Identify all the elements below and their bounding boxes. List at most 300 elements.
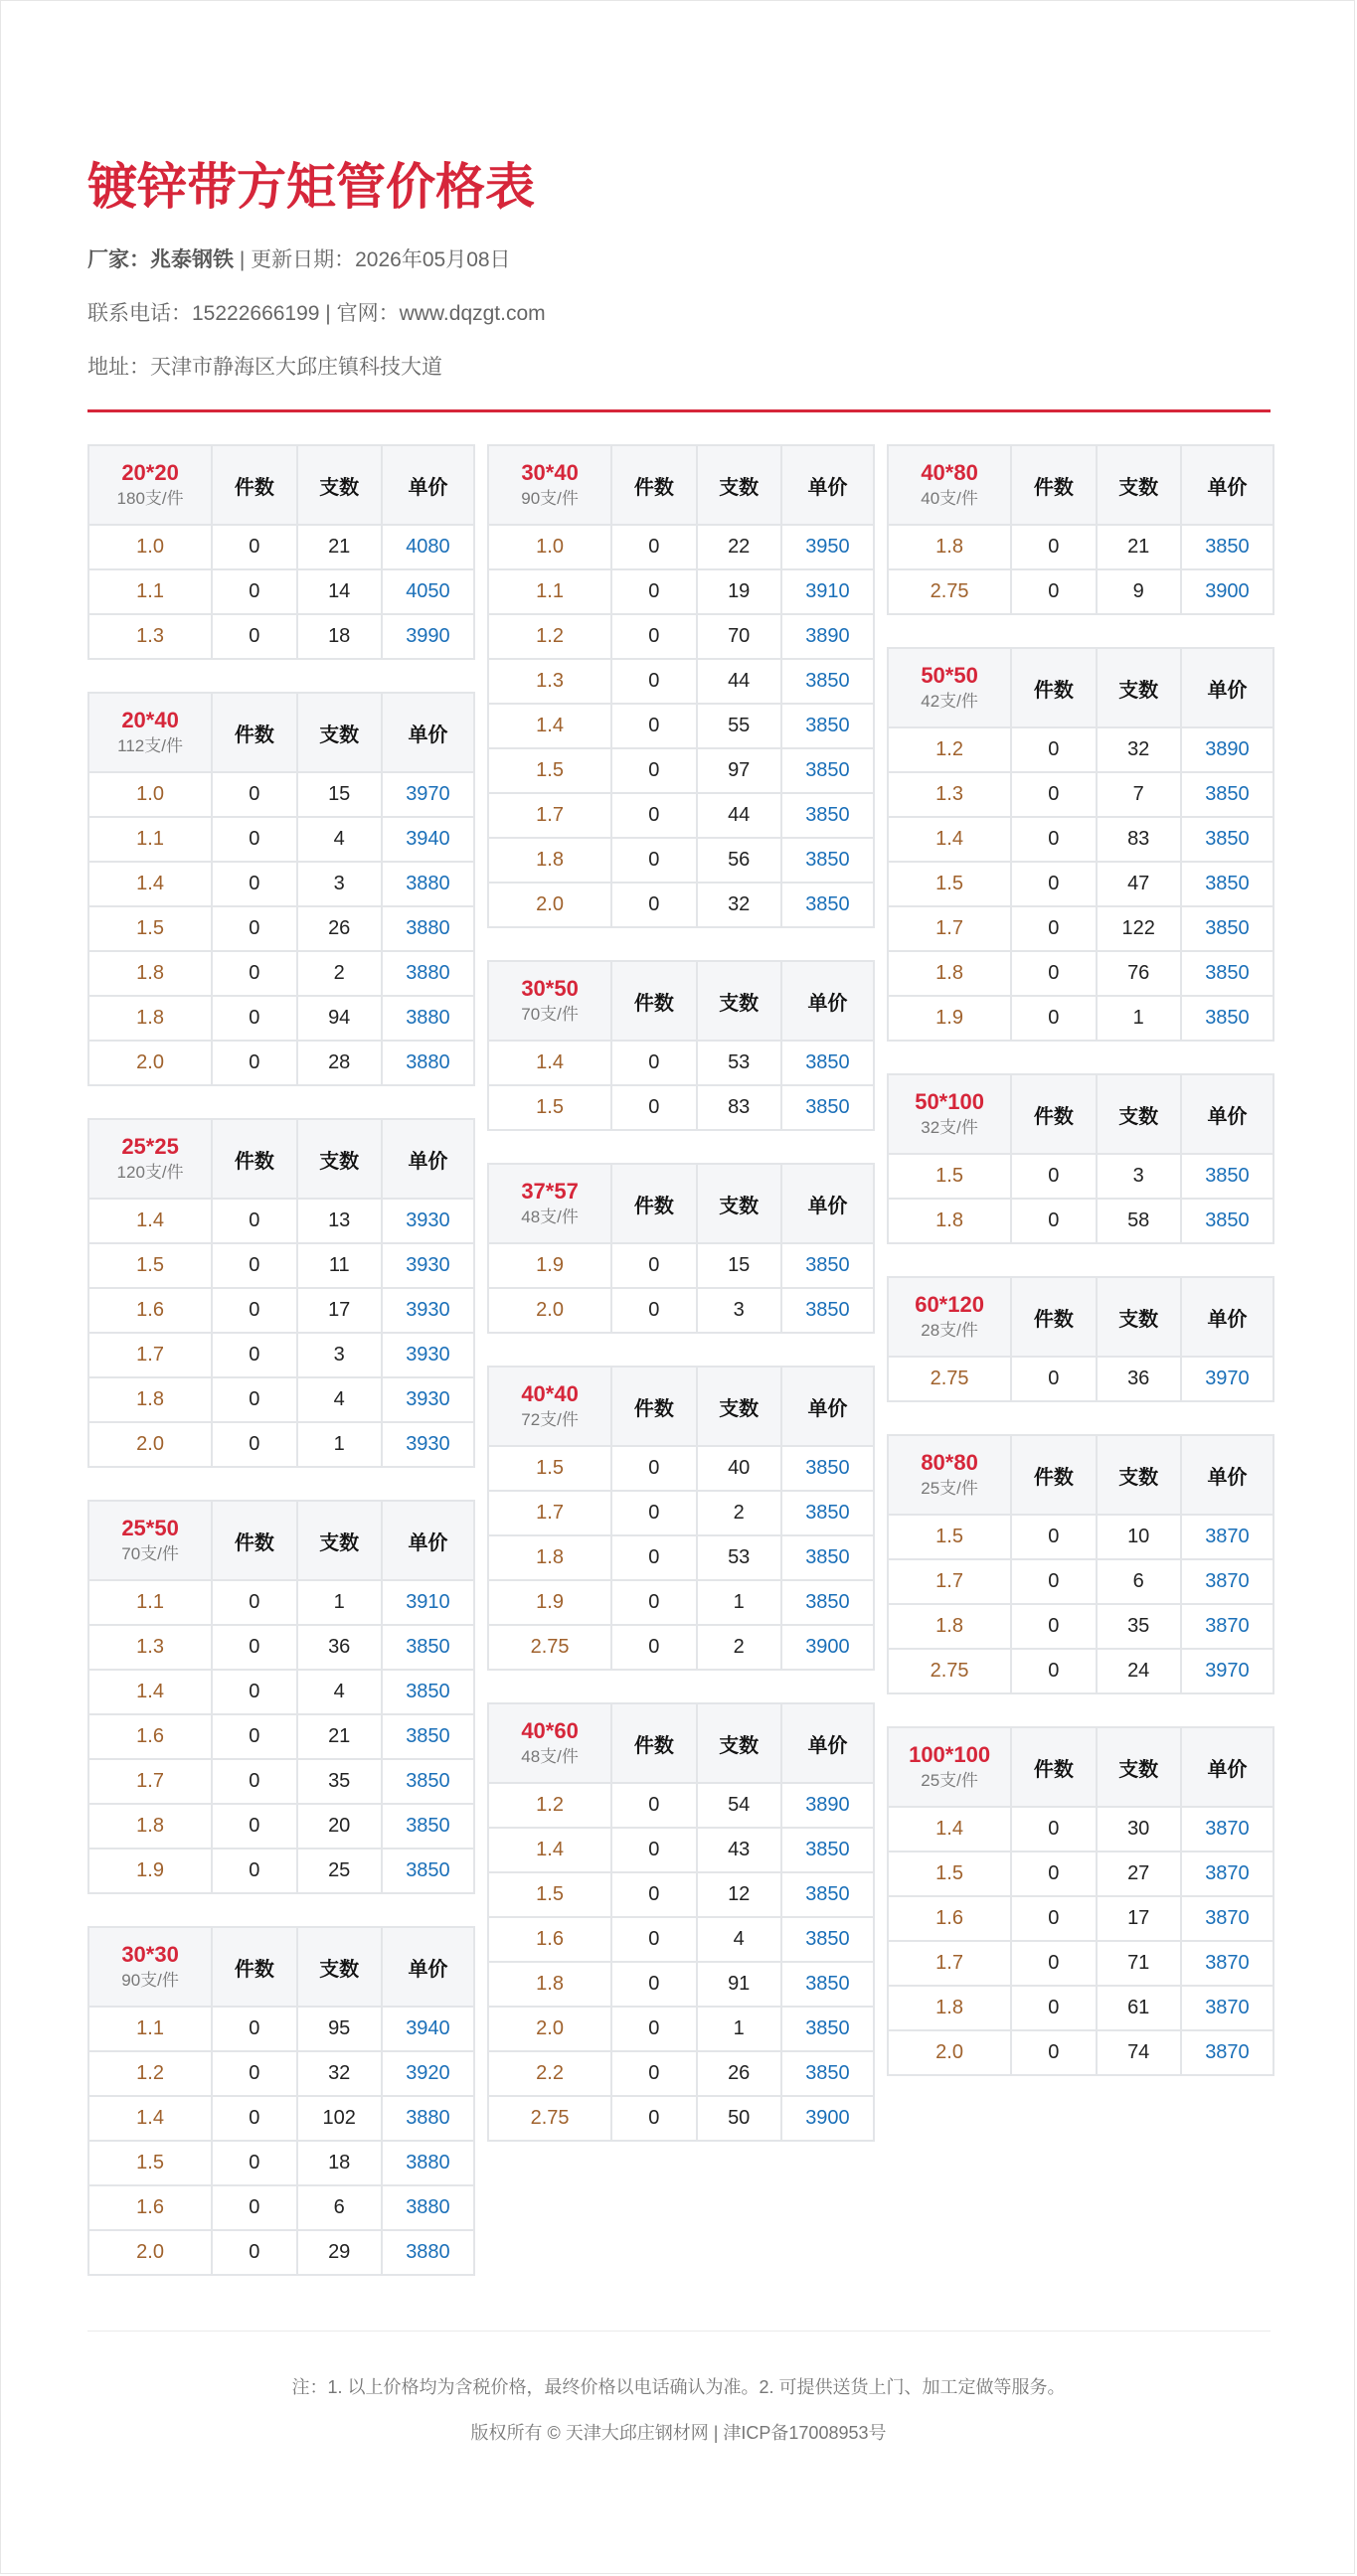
thickness-cell: 1.1 xyxy=(88,569,212,614)
size-header xyxy=(88,693,212,772)
price-cell: 3850 xyxy=(781,838,874,883)
table-row xyxy=(88,817,474,862)
price-column-2 xyxy=(487,444,875,2174)
thickness-cell: 1.8 xyxy=(888,525,1011,569)
count-cell: 19 xyxy=(697,569,781,614)
pieces-cell: 0 xyxy=(212,772,296,817)
pieces-cell: 0 xyxy=(1011,1649,1096,1693)
pieces-cell: 0 xyxy=(611,525,696,569)
count-cell: 1 xyxy=(1097,996,1181,1041)
table-row xyxy=(88,2141,474,2185)
per-bundle-label: 48支/件 xyxy=(521,1208,579,1226)
per-bundle-label: 40支/件 xyxy=(921,489,978,508)
count-cell: 18 xyxy=(297,2141,382,2185)
size-header xyxy=(888,1074,1011,1154)
size-header xyxy=(88,445,212,525)
pieces-cell: 0 xyxy=(212,2230,296,2275)
count-cell: 1 xyxy=(697,2007,781,2051)
count-header: 支数 xyxy=(1097,1727,1181,1807)
pieces-header: 件数 xyxy=(212,445,296,525)
table-row xyxy=(888,996,1273,1041)
thickness-cell: 1.8 xyxy=(488,838,611,883)
price-header: 单价 xyxy=(382,693,474,772)
count-cell: 27 xyxy=(1097,1852,1181,1896)
size-header xyxy=(488,1367,611,1446)
pieces-cell: 0 xyxy=(212,1670,296,1714)
price-cell: 3850 xyxy=(781,1535,874,1580)
thickness-cell: 1.4 xyxy=(888,1807,1011,1852)
per-bundle-label: 42支/件 xyxy=(921,692,978,711)
thickness-cell: 1.8 xyxy=(488,1962,611,2007)
thickness-cell: 1.3 xyxy=(88,614,212,659)
thickness-cell: 1.5 xyxy=(88,1243,212,1288)
count-cell: 7 xyxy=(1097,772,1181,817)
price-cell: 3850 xyxy=(1181,1154,1273,1199)
thickness-cell: 1.1 xyxy=(88,817,212,862)
count-cell: 21 xyxy=(297,1714,382,1759)
pieces-cell: 0 xyxy=(611,1491,696,1535)
pieces-cell: 0 xyxy=(212,2096,296,2141)
price-column-3 xyxy=(887,444,1274,2108)
count-cell: 11 xyxy=(297,1243,382,1288)
per-bundle-label: 32支/件 xyxy=(921,1118,978,1137)
pieces-cell: 0 xyxy=(1011,1154,1096,1199)
thickness-cell: 1.0 xyxy=(88,772,212,817)
price-cell: 3880 xyxy=(382,862,474,906)
table-row xyxy=(488,1535,874,1580)
thickness-cell: 1.8 xyxy=(888,1986,1011,2030)
pieces-cell: 0 xyxy=(1011,906,1096,951)
pieces-cell: 0 xyxy=(611,659,696,704)
count-header: 支数 xyxy=(297,1119,382,1199)
table-row xyxy=(488,2096,874,2141)
price-cell: 3850 xyxy=(781,1917,874,1962)
pieces-cell: 0 xyxy=(212,569,296,614)
table-row xyxy=(88,1714,474,1759)
pieces-header: 件数 xyxy=(1011,1277,1096,1357)
pieces-header: 件数 xyxy=(1011,1435,1096,1515)
price-cell: 3950 xyxy=(781,525,874,569)
count-cell: 61 xyxy=(1097,1986,1181,2030)
thickness-cell: 1.7 xyxy=(888,906,1011,951)
count-cell: 74 xyxy=(1097,2030,1181,2075)
price-cell: 3850 xyxy=(1181,862,1273,906)
footer-copyright: 版权所有 © 天津大邱庄钢材网 | 津ICP备17008953号 xyxy=(470,2423,887,2443)
price-header: 单价 xyxy=(1181,1074,1273,1154)
pieces-header: 件数 xyxy=(611,961,696,1041)
table-header-row xyxy=(88,1501,474,1580)
count-cell: 4 xyxy=(697,1917,781,1962)
pieces-cell: 0 xyxy=(611,1580,696,1625)
thickness-cell: 1.6 xyxy=(488,1917,611,1962)
table-row xyxy=(888,2030,1273,2075)
per-bundle-label: 90支/件 xyxy=(121,1971,179,1990)
size-label: 25*25 xyxy=(121,1134,179,1159)
pieces-cell: 0 xyxy=(611,2096,696,2141)
price-cell: 3940 xyxy=(382,2007,474,2051)
table-row xyxy=(888,1515,1273,1559)
pieces-cell: 0 xyxy=(1011,1807,1096,1852)
price-table xyxy=(887,444,1274,615)
table-row xyxy=(888,569,1273,614)
price-cell: 3850 xyxy=(781,1085,874,1130)
table-row xyxy=(488,793,874,838)
price-cell: 3870 xyxy=(1181,1986,1273,2030)
table-row xyxy=(88,1288,474,1333)
per-bundle-label: 25支/件 xyxy=(921,1771,978,1790)
pieces-cell: 0 xyxy=(611,704,696,748)
address-line: 地址：天津市静海区大邱庄镇科技大道 xyxy=(87,356,442,379)
price-column-1 xyxy=(87,444,475,2308)
thickness-cell: 1.4 xyxy=(88,862,212,906)
pieces-cell: 0 xyxy=(1011,817,1096,862)
price-cell: 3850 xyxy=(781,748,874,793)
table-row xyxy=(488,1783,874,1828)
price-cell: 3850 xyxy=(1181,1199,1273,1243)
count-cell: 35 xyxy=(297,1759,382,1804)
price-table xyxy=(87,1500,475,1894)
price-header: 单价 xyxy=(781,1703,874,1783)
pieces-cell: 0 xyxy=(212,1804,296,1849)
size-header xyxy=(888,648,1011,727)
pieces-cell: 0 xyxy=(611,1962,696,2007)
table-row xyxy=(888,1896,1273,1941)
count-cell: 17 xyxy=(1097,1896,1181,1941)
pieces-header: 件数 xyxy=(212,1501,296,1580)
pieces-header: 件数 xyxy=(611,1164,696,1243)
pieces-cell: 0 xyxy=(212,1377,296,1422)
count-cell: 26 xyxy=(697,2051,781,2096)
table-row xyxy=(888,951,1273,996)
table-row xyxy=(488,1288,874,1333)
count-cell: 14 xyxy=(297,569,382,614)
count-cell: 6 xyxy=(297,2185,382,2230)
pieces-cell: 0 xyxy=(611,748,696,793)
count-cell: 53 xyxy=(697,1041,781,1085)
table-row xyxy=(888,525,1273,569)
price-cell: 3850 xyxy=(1181,772,1273,817)
size-label: 20*40 xyxy=(121,708,179,732)
price-cell: 3870 xyxy=(1181,1807,1273,1852)
thickness-cell: 1.4 xyxy=(88,2096,212,2141)
price-header: 单价 xyxy=(382,1119,474,1199)
price-cell: 3900 xyxy=(1181,569,1273,614)
table-row xyxy=(88,1377,474,1422)
price-table xyxy=(887,1276,1274,1402)
thickness-cell: 2.0 xyxy=(488,1288,611,1333)
count-cell: 44 xyxy=(697,793,781,838)
per-bundle-label: 25支/件 xyxy=(921,1479,978,1498)
pieces-cell: 0 xyxy=(1011,1199,1096,1243)
size-header xyxy=(888,1435,1011,1515)
price-cell: 3930 xyxy=(382,1288,474,1333)
count-cell: 25 xyxy=(297,1849,382,1893)
thickness-cell: 1.1 xyxy=(488,569,611,614)
table-header-row xyxy=(888,648,1273,727)
table-row xyxy=(488,659,874,704)
count-cell: 24 xyxy=(1097,1649,1181,1693)
price-header: 单价 xyxy=(781,1367,874,1446)
pieces-cell: 0 xyxy=(212,2051,296,2096)
pieces-cell: 0 xyxy=(1011,1896,1096,1941)
price-header: 单价 xyxy=(382,445,474,525)
size-label: 37*57 xyxy=(521,1179,579,1204)
table-header-row xyxy=(488,961,874,1041)
price-cell: 3850 xyxy=(1181,996,1273,1041)
count-cell: 17 xyxy=(297,1288,382,1333)
per-bundle-label: 112支/件 xyxy=(117,736,183,755)
count-cell: 40 xyxy=(697,1446,781,1491)
table-row xyxy=(488,1828,874,1872)
thickness-cell: 1.4 xyxy=(488,1828,611,1872)
count-cell: 1 xyxy=(297,1580,382,1625)
size-header xyxy=(488,961,611,1041)
table-row xyxy=(88,2185,474,2230)
table-row xyxy=(888,1807,1273,1852)
pieces-cell: 0 xyxy=(212,951,296,996)
thickness-cell: 1.8 xyxy=(88,1377,212,1422)
per-bundle-label: 72支/件 xyxy=(521,1410,579,1429)
price-cell: 3870 xyxy=(1181,1515,1273,1559)
thickness-cell: 1.5 xyxy=(488,1446,611,1491)
count-cell: 122 xyxy=(1097,906,1181,951)
table-row xyxy=(488,1872,874,1917)
price-cell: 3930 xyxy=(382,1422,474,1467)
price-cell: 3900 xyxy=(781,1625,874,1670)
price-cell: 3850 xyxy=(382,1670,474,1714)
table-row xyxy=(488,525,874,569)
pieces-header: 件数 xyxy=(1011,1074,1096,1154)
table-row xyxy=(888,772,1273,817)
thickness-cell: 1.7 xyxy=(888,1941,1011,1986)
price-table xyxy=(887,647,1274,1042)
count-cell: 97 xyxy=(697,748,781,793)
pieces-header: 件数 xyxy=(611,1367,696,1446)
table-row xyxy=(488,748,874,793)
thickness-cell: 1.5 xyxy=(488,1085,611,1130)
thickness-cell: 1.3 xyxy=(888,772,1011,817)
count-cell: 35 xyxy=(1097,1604,1181,1649)
thickness-cell: 1.2 xyxy=(88,2051,212,2096)
size-label: 20*20 xyxy=(121,460,179,485)
table-row xyxy=(888,906,1273,951)
price-header: 单价 xyxy=(1181,1277,1273,1357)
count-cell: 22 xyxy=(697,525,781,569)
thickness-cell: 2.75 xyxy=(488,1625,611,1670)
count-cell: 102 xyxy=(297,2096,382,2141)
count-header: 支数 xyxy=(1097,1277,1181,1357)
thickness-cell: 1.4 xyxy=(88,1199,212,1243)
pieces-cell: 0 xyxy=(611,1917,696,1962)
size-label: 40*60 xyxy=(521,1718,579,1743)
table-row xyxy=(88,2230,474,2275)
count-cell: 6 xyxy=(1097,1559,1181,1604)
table-row xyxy=(488,1625,874,1670)
price-cell: 3910 xyxy=(781,569,874,614)
pieces-cell: 0 xyxy=(212,2185,296,2230)
thickness-cell: 1.6 xyxy=(88,1288,212,1333)
price-cell: 3850 xyxy=(382,1759,474,1804)
price-cell: 3880 xyxy=(382,2141,474,2185)
pieces-header: 件数 xyxy=(1011,648,1096,727)
footer-divider xyxy=(87,2331,1271,2332)
size-label: 30*30 xyxy=(121,1942,179,1967)
table-row xyxy=(488,838,874,883)
count-cell: 53 xyxy=(697,1535,781,1580)
thickness-cell: 1.4 xyxy=(488,704,611,748)
thickness-cell: 1.7 xyxy=(488,793,611,838)
thickness-cell: 1.8 xyxy=(88,951,212,996)
table-row xyxy=(888,1604,1273,1649)
count-cell: 10 xyxy=(1097,1515,1181,1559)
pieces-cell: 0 xyxy=(611,614,696,659)
table-row xyxy=(888,1199,1273,1243)
thickness-cell: 1.8 xyxy=(888,1199,1011,1243)
header xyxy=(87,150,1271,383)
count-cell: 3 xyxy=(1097,1154,1181,1199)
count-cell: 83 xyxy=(697,1085,781,1130)
price-header: 单价 xyxy=(781,1164,874,1243)
count-header: 支数 xyxy=(1097,1435,1181,1515)
price-header: 单价 xyxy=(1181,648,1273,727)
pieces-header: 件数 xyxy=(212,1927,296,2007)
price-cell: 3850 xyxy=(382,1625,474,1670)
price-cell: 3850 xyxy=(382,1849,474,1893)
pieces-cell: 0 xyxy=(212,2141,296,2185)
pieces-cell: 0 xyxy=(611,1085,696,1130)
per-bundle-label: 28支/件 xyxy=(921,1321,978,1340)
pieces-cell: 0 xyxy=(1011,1852,1096,1896)
pieces-cell: 0 xyxy=(611,1783,696,1828)
count-cell: 36 xyxy=(1097,1357,1181,1401)
price-cell: 3880 xyxy=(382,2230,474,2275)
pieces-cell: 0 xyxy=(212,817,296,862)
count-cell: 4 xyxy=(297,1377,382,1422)
table-row xyxy=(88,569,474,614)
pieces-cell: 0 xyxy=(611,1872,696,1917)
count-header: 支数 xyxy=(697,1703,781,1783)
size-header xyxy=(488,1703,611,1783)
contact-line: 联系电话：15222666199 | 官网：www.dqzgt.com xyxy=(87,302,546,325)
size-label: 40*80 xyxy=(921,460,978,485)
price-cell: 3890 xyxy=(1181,727,1273,772)
price-cell: 3940 xyxy=(382,817,474,862)
price-cell: 3880 xyxy=(382,2096,474,2141)
count-cell: 56 xyxy=(697,838,781,883)
update-date: | 更新日期：2026年05月08日 xyxy=(234,248,511,271)
table-row xyxy=(88,1625,474,1670)
pieces-header: 件数 xyxy=(611,445,696,525)
thickness-cell: 1.7 xyxy=(88,1333,212,1377)
table-row xyxy=(888,1559,1273,1604)
price-cell: 3850 xyxy=(781,1288,874,1333)
count-cell: 4 xyxy=(297,1670,382,1714)
price-header: 单价 xyxy=(1181,1435,1273,1515)
table-row xyxy=(488,1962,874,2007)
table-row xyxy=(488,1917,874,1962)
thickness-cell: 1.8 xyxy=(88,1804,212,1849)
thickness-cell: 1.3 xyxy=(88,1625,212,1670)
maker-label: 厂家： xyxy=(87,248,150,271)
price-cell: 3850 xyxy=(1181,525,1273,569)
count-cell: 15 xyxy=(697,1243,781,1288)
count-cell: 71 xyxy=(1097,1941,1181,1986)
count-cell: 36 xyxy=(297,1625,382,1670)
thickness-cell: 1.6 xyxy=(88,2185,212,2230)
table-row xyxy=(88,2096,474,2141)
price-table xyxy=(87,1118,475,1468)
pieces-header: 件数 xyxy=(1011,445,1096,525)
thickness-cell: 1.5 xyxy=(88,2141,212,2185)
price-cell: 3850 xyxy=(781,2007,874,2051)
pieces-cell: 0 xyxy=(212,1333,296,1377)
price-cell: 3890 xyxy=(781,1783,874,1828)
table-row xyxy=(888,1154,1273,1199)
price-header: 单价 xyxy=(1181,1727,1273,1807)
price-table xyxy=(87,692,475,1086)
pieces-cell: 0 xyxy=(611,1288,696,1333)
price-cell: 3870 xyxy=(1181,1604,1273,1649)
price-table xyxy=(887,1726,1274,2076)
pieces-cell: 0 xyxy=(611,838,696,883)
price-table xyxy=(487,1366,875,1671)
price-cell: 3850 xyxy=(382,1804,474,1849)
count-header: 支数 xyxy=(1097,445,1181,525)
table-row xyxy=(888,1852,1273,1896)
count-cell: 1 xyxy=(697,1580,781,1625)
count-cell: 54 xyxy=(697,1783,781,1828)
price-cell: 3850 xyxy=(781,1446,874,1491)
pieces-cell: 0 xyxy=(212,906,296,951)
size-header xyxy=(88,1119,212,1199)
pieces-cell: 0 xyxy=(1011,1357,1096,1401)
pieces-cell: 0 xyxy=(212,614,296,659)
price-cell: 3870 xyxy=(1181,2030,1273,2075)
price-table xyxy=(487,960,875,1131)
table-row xyxy=(488,883,874,927)
pieces-cell: 0 xyxy=(1011,1559,1096,1604)
price-table xyxy=(887,1073,1274,1244)
thickness-cell: 1.2 xyxy=(488,1783,611,1828)
table-header-row xyxy=(88,1927,474,2007)
price-cell: 3850 xyxy=(1181,906,1273,951)
pieces-cell: 0 xyxy=(1011,1986,1096,2030)
count-header: 支数 xyxy=(297,445,382,525)
table-row xyxy=(88,951,474,996)
count-cell: 3 xyxy=(297,1333,382,1377)
price-cell: 3870 xyxy=(1181,1559,1273,1604)
table-header-row xyxy=(888,1074,1273,1154)
price-table xyxy=(487,1163,875,1334)
table-row xyxy=(88,862,474,906)
price-cell: 3880 xyxy=(382,951,474,996)
thickness-cell: 1.3 xyxy=(488,659,611,704)
table-row xyxy=(88,1199,474,1243)
count-cell: 94 xyxy=(297,996,382,1041)
pieces-cell: 0 xyxy=(212,862,296,906)
size-header xyxy=(488,445,611,525)
count-cell: 32 xyxy=(1097,727,1181,772)
pieces-header: 件数 xyxy=(212,1119,296,1199)
thickness-cell: 2.0 xyxy=(488,2007,611,2051)
pieces-cell: 0 xyxy=(212,1199,296,1243)
table-row xyxy=(488,1446,874,1491)
pieces-cell: 0 xyxy=(212,1580,296,1625)
thickness-cell: 1.9 xyxy=(488,1580,611,1625)
price-table xyxy=(887,1434,1274,1694)
count-cell: 30 xyxy=(1097,1807,1181,1852)
pieces-cell: 0 xyxy=(611,1243,696,1288)
